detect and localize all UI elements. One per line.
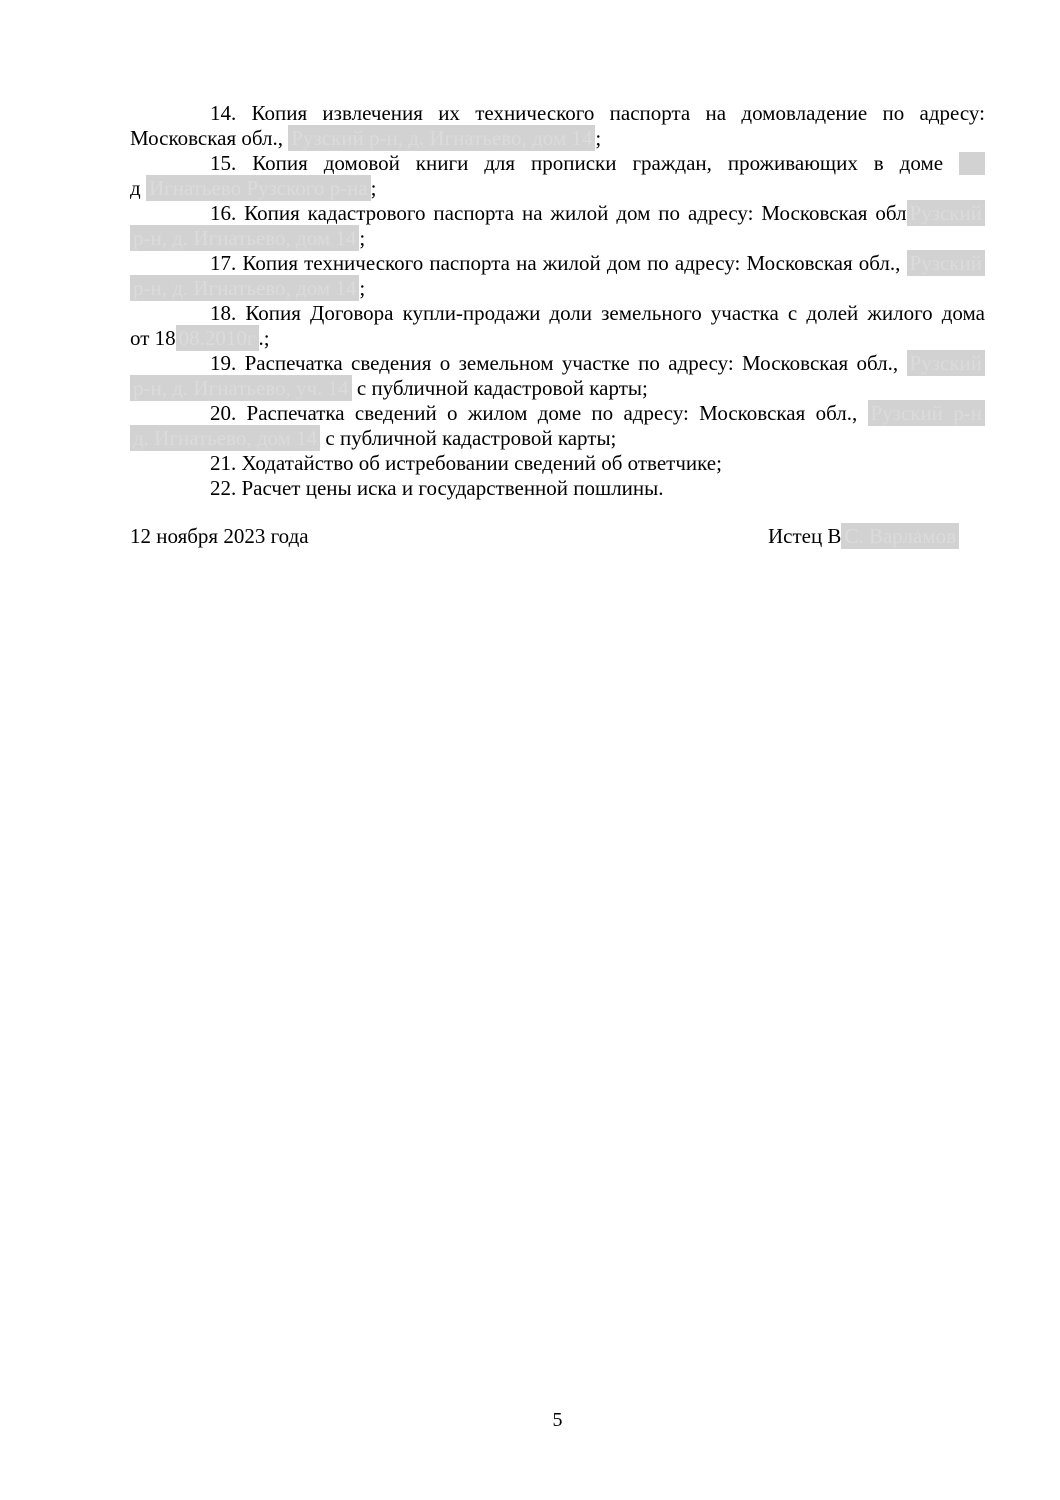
redaction-box: Рузский: [907, 250, 985, 276]
body-text: 18. Копия Договора купли-продажи доли земельного участка с долей жилого дома: [210, 301, 985, 325]
list-item-17-line-1: [130, 251, 985, 276]
redaction-box: Рузский: [907, 350, 985, 376]
body-text: .;: [258, 326, 270, 350]
redaction-box: р-н, д. Игнатьево, дом 14: [130, 275, 359, 301]
redaction-box: р-н, д. Игнатьево, уч. 14: [130, 375, 352, 401]
body-text: ;: [595, 126, 602, 150]
body-text: с публичной кадастровой карты;: [351, 376, 648, 400]
footer-row: [130, 524, 985, 549]
signature-line: [768, 524, 959, 549]
list-item-15-line-1: [130, 151, 985, 176]
body-text: 14. Копия извлечения их технического паспорта на домовладение по адресу:: [210, 101, 985, 125]
redaction-box: Игнатьево Рузского р-на: [146, 175, 371, 201]
list-item-22: [130, 476, 985, 501]
list-item-18-line-1: [130, 301, 985, 326]
redaction-box: Рузский р-н: [868, 400, 986, 426]
body-text: 19. Распечатка сведения о земельном участке по адресу: Московская обл.,: [210, 351, 907, 375]
page-number: 5: [552, 1409, 563, 1431]
redaction-box: Рузский р-н, д. Игнатьево, дом 14: [288, 125, 595, 151]
list-item-20-line-2: [130, 426, 985, 451]
body-text: от 18: [130, 326, 176, 350]
body-text: 21. Ходатайство об истребовании сведений об ответчике;: [210, 451, 722, 475]
body-text: 22. Расчет цены иска и государственной пошлины.: [210, 476, 664, 500]
list-item-15-line-2: [130, 176, 985, 201]
body-text: 15. Копия домовой книги для прописки граждан, проживающих в доме: [210, 151, 959, 175]
body-text: ;: [359, 276, 366, 300]
redaction-box: [959, 152, 985, 175]
body-text: 17. Копия технического паспорта на жилой дом по адресу: Московская обл.,: [210, 251, 907, 275]
body-text: 20. Распечатка сведений о жилом доме по адресу: Московская обл.,: [210, 401, 868, 425]
signature-label: Истец В: [767, 524, 842, 548]
body-text: ;: [370, 176, 377, 200]
date-text: 12 ноября 2023 года: [130, 524, 309, 548]
list-item-14-line-2: [130, 126, 985, 151]
document-body: [130, 101, 985, 549]
body-text: 16. Копия кадастрового паспорта на жилой дом по адресу: Московская обл: [210, 201, 907, 225]
list-item-16-line-2: [130, 226, 985, 251]
list-item-21: [130, 451, 985, 476]
redaction-box: д. Игнатьево, дом 14: [130, 425, 320, 451]
redaction-box: Рузский: [907, 200, 985, 226]
list-item-19-line-1: [130, 351, 985, 376]
redaction-box: С. Варламов: [841, 523, 959, 549]
list-item-18-line-2: [130, 326, 985, 351]
body-text: д: [130, 176, 146, 200]
list-item-16-line-1: [130, 201, 985, 226]
list-item-19-line-2: [130, 376, 985, 401]
list-item-20-line-1: [130, 401, 985, 426]
body-text: ;: [359, 226, 366, 250]
redaction-box: р-н, д. Игнатьево, дом 14: [130, 225, 359, 251]
list-item-14-line-1: [130, 101, 985, 126]
redaction-box: 08.2010г: [176, 325, 259, 351]
body-text: с публичной кадастровой карты;: [320, 426, 617, 450]
list-item-17-line-2: [130, 276, 985, 301]
body-text: Московская обл.,: [130, 126, 289, 150]
